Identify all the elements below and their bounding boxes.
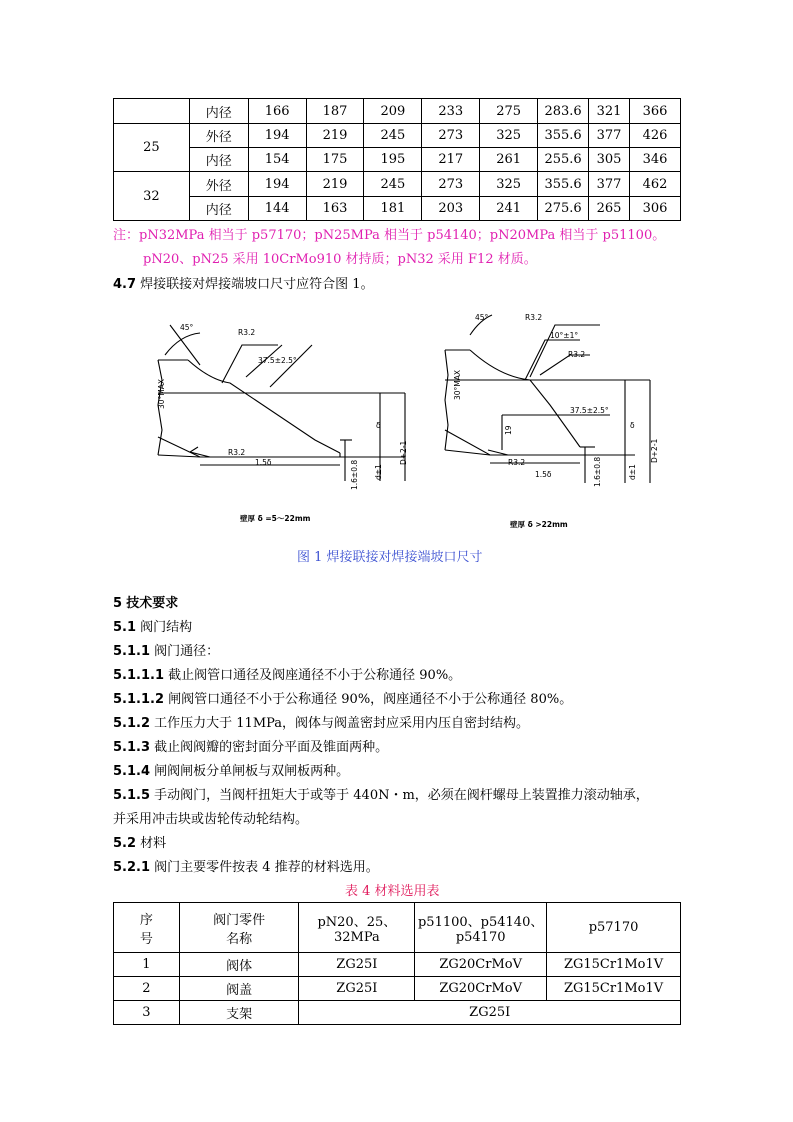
value-cell: 273 <box>422 124 480 148</box>
outer-diameter-label: D+2-1 <box>650 438 659 463</box>
header-col2: p51100、p54140、 p54170 <box>415 903 547 953</box>
tolerance-label: 1.6±0.8 <box>350 459 359 490</box>
dia-type-cell: 内径 <box>189 148 248 172</box>
value-cell: 275 <box>480 99 538 124</box>
table-4-title: 表 4 材料选用表 <box>345 884 440 899</box>
value-cell: 245 <box>364 124 422 148</box>
paragraph: 5.1.1.1 截止阀管口通径及阀座通径不小于公称通径 90%。 <box>113 668 462 683</box>
dia-type-cell: 外径 <box>189 172 248 197</box>
value-cell: 366 <box>630 99 681 124</box>
cell-no: 3 <box>114 1001 180 1025</box>
value-cell: 203 <box>422 197 480 221</box>
radius-label: R3.2 <box>238 328 256 337</box>
header-no: 序 号 <box>114 903 180 953</box>
value-cell: 355.6 <box>538 172 589 197</box>
radius-label: R3.2 <box>525 313 543 322</box>
pipe-diameter-table <box>113 98 681 221</box>
section-number: 4.7 <box>113 277 137 292</box>
table-row <box>114 1001 681 1025</box>
max-angle-label: 30°MAX <box>453 369 462 400</box>
wall-thickness-label: δ <box>376 421 381 430</box>
value-cell: 163 <box>306 197 364 221</box>
section-text: 焊接联接对焊接端坡口尺寸应符合图 1。 <box>140 277 374 292</box>
table-row <box>114 148 681 172</box>
dia-type-cell: 内径 <box>189 99 248 124</box>
paragraph: 5.2 材料 <box>113 836 167 851</box>
pn-cell <box>114 99 190 124</box>
value-cell: 321 <box>589 99 630 124</box>
tolerance-label: 1.6±0.8 <box>593 456 602 487</box>
paragraph: 并采用冲击块或齿轮传动轮结构。 <box>113 812 309 827</box>
dia-type-cell: 外径 <box>189 124 248 148</box>
cell-material: ZG15Cr1Mo1V <box>547 953 681 977</box>
table-row <box>114 172 681 197</box>
dimension-19-label: 19 <box>504 425 513 435</box>
cell-no: 1 <box>114 953 180 977</box>
table-row <box>114 99 681 124</box>
table-header-row <box>114 903 681 953</box>
cell-material: ZG25Ⅰ <box>299 1001 681 1025</box>
table-row <box>114 124 681 148</box>
value-cell: 377 <box>589 124 630 148</box>
paragraph: 5.1.1.2 闸阀管口通径不小于公称通径 90%，阀座通径不小于公称通径 80%。 <box>113 692 573 707</box>
value-cell: 462 <box>630 172 681 197</box>
value-cell: 355.6 <box>538 124 589 148</box>
cell-material: ZG15Cr1Mo1V <box>547 977 681 1001</box>
header-col3: p57170 <box>547 903 681 953</box>
section-4-7 <box>113 277 374 293</box>
header-part: 阀门零件 名称 <box>179 903 299 953</box>
cell-no: 2 <box>114 977 180 1001</box>
weld-bevel-figure <box>140 305 660 535</box>
pn-cell: 32 <box>114 172 190 221</box>
inner-diameter-label: d±1 <box>374 464 383 480</box>
value-cell: 209 <box>364 99 422 124</box>
value-cell: 325 <box>480 172 538 197</box>
radius-label: R3.2 <box>228 448 246 457</box>
pn-cell: 25 <box>114 124 190 172</box>
cell-material: ZG25Ⅰ <box>299 953 415 977</box>
heading-5: 5 技术要求 <box>113 596 179 611</box>
value-cell: 325 <box>480 124 538 148</box>
max-angle-label: 30°MAX <box>157 378 166 409</box>
table-row <box>114 197 681 221</box>
angle-10-label: 10°±1° <box>550 331 579 340</box>
value-cell: 181 <box>364 197 422 221</box>
value-cell: 187 <box>306 99 364 124</box>
value-cell: 283.6 <box>538 99 589 124</box>
value-cell: 245 <box>364 172 422 197</box>
value-cell: 144 <box>248 197 306 221</box>
value-cell: 265 <box>589 197 630 221</box>
body-text <box>113 596 649 884</box>
cell-part: 阀盖 <box>179 977 299 1001</box>
table-row <box>114 953 681 977</box>
value-cell: 426 <box>630 124 681 148</box>
dia-type-cell: 内径 <box>189 197 248 221</box>
paragraph: 5.1.2 工作压力大于 11MPa，阀体与阀盖密封应采用内压自密封结构。 <box>113 716 530 731</box>
outer-diameter-label: D+2-1 <box>399 440 408 465</box>
table-row <box>114 977 681 1001</box>
angle-45-label: 45° <box>475 313 489 322</box>
table-note-2: pN20、pN25 采用 10CrMo910 材持质；pN32 采用 F12 材质。 <box>143 252 537 267</box>
value-cell: 194 <box>248 124 306 148</box>
bevel-drawing-right <box>445 315 650 483</box>
value-cell: 233 <box>422 99 480 124</box>
paragraph: 5.2.1 阀门主要零件按表 4 推荐的材料选用。 <box>113 860 379 875</box>
value-cell: 273 <box>422 172 480 197</box>
bevel-drawing-left <box>158 325 405 481</box>
paragraph: 5.1.3 截止阀阀瓣的密封面分平面及锥面两种。 <box>113 740 389 755</box>
cell-part: 支架 <box>179 1001 299 1025</box>
value-cell: 195 <box>364 148 422 172</box>
figure-caption: 图 1 焊接联接对焊接端坡口尺寸 <box>297 550 483 565</box>
value-cell: 305 <box>589 148 630 172</box>
material-table <box>113 902 681 1025</box>
cell-material: ZG25Ⅰ <box>299 977 415 1001</box>
wall-range-label: 壁厚 δ =5～22mm <box>240 514 311 523</box>
length-label: 1.5δ <box>255 458 272 467</box>
value-cell: 377 <box>589 172 630 197</box>
length-label: 1.5δ <box>535 470 552 479</box>
paragraph: 5.1.5 手动阀门，当阀杆扭矩大于或等于 440N・m，必须在阀杆螺母上装置推力滚动轴承， <box>113 788 649 803</box>
value-cell: 275.6 <box>538 197 589 221</box>
wall-range-label: 壁厚 δ >22mm <box>510 520 568 529</box>
wall-thickness-label: δ <box>630 421 635 430</box>
cell-material: ZG20CrMoV <box>415 977 547 1001</box>
value-cell: 175 <box>306 148 364 172</box>
bevel-angle-label: 37.5±2.5° <box>570 406 609 415</box>
paragraph: 5.1 阀门结构 <box>113 620 193 635</box>
value-cell: 219 <box>306 124 364 148</box>
radius-label: R3.2 <box>568 350 586 359</box>
bevel-angle-label: 37.5±2.5° <box>258 356 297 365</box>
inner-diameter-label: d±1 <box>628 464 637 480</box>
value-cell: 306 <box>630 197 681 221</box>
value-cell: 241 <box>480 197 538 221</box>
value-cell: 255.6 <box>538 148 589 172</box>
angle-45-label: 45° <box>180 323 194 332</box>
value-cell: 346 <box>630 148 681 172</box>
paragraph: 5.1.4 闸阀闸板分单闸板与双闸板两种。 <box>113 764 350 779</box>
value-cell: 217 <box>422 148 480 172</box>
cell-part: 阀体 <box>179 953 299 977</box>
value-cell: 154 <box>248 148 306 172</box>
header-col1: pN20、25、32MPa <box>299 903 415 953</box>
value-cell: 219 <box>306 172 364 197</box>
paragraph: 5.1.1 阀门通径： <box>113 644 220 659</box>
value-cell: 261 <box>480 148 538 172</box>
value-cell: 194 <box>248 172 306 197</box>
table-note-1: 注：pN32MPa 相当于 p57170；pN25MPa 相当于 p54140；pN20MPa 相当于 p51100。 <box>113 228 666 243</box>
cell-material: ZG20CrMoV <box>415 953 547 977</box>
radius-label: R3.2 <box>508 458 526 467</box>
value-cell: 166 <box>248 99 306 124</box>
